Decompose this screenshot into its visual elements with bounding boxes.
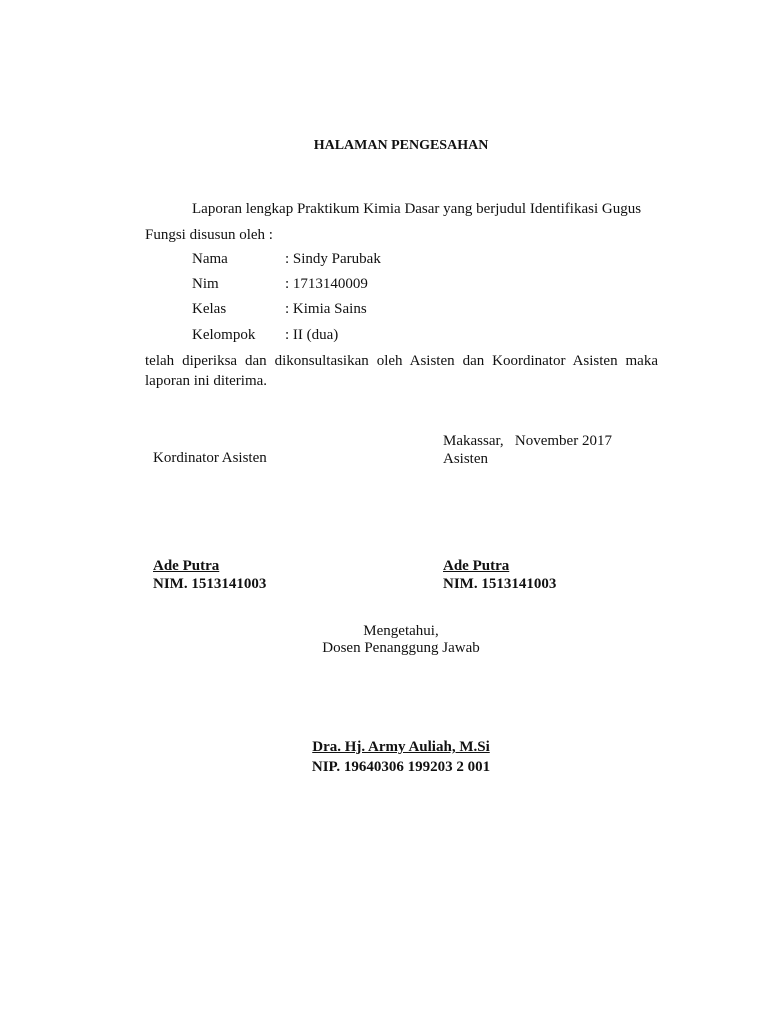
intro-line-2: Fungsi disusun oleh : xyxy=(145,227,273,243)
intro-line-1: Laporan lengkap Praktikum Kimia Dasar yang berjudul Identifikasi Gugus xyxy=(192,201,642,217)
left-signatory-name: Ade Putra xyxy=(153,558,220,574)
field-value-kelompok: : II (dua) xyxy=(285,327,339,343)
field-label-kelompok: Kelompok xyxy=(192,327,256,343)
field-value-nim: : 1713140009 xyxy=(285,276,368,292)
left-signatory-id: NIM. 1513141003 xyxy=(153,576,267,592)
right-signatory-name: Ade Putra xyxy=(443,558,510,574)
left-signatory-role: Kordinator Asisten xyxy=(153,450,267,466)
page-title: HALAMAN PENGESAHAN xyxy=(313,138,489,153)
right-signatory-id: NIM. 1513141003 xyxy=(443,576,557,592)
field-value-kelas: : Kimia Sains xyxy=(285,301,367,317)
place-date: Makassar, November 2017 xyxy=(443,433,612,449)
statement-paragraph: telah diperiksa dan dikonsultasikan oleh Asisten dan Koordinator Asisten maka laporan ini diterima. xyxy=(145,353,658,389)
field-label-nim: Nim xyxy=(192,276,219,292)
approver-name-wrap xyxy=(0,738,768,756)
approver-name: Dra. Hj. Army Auliah, M.Si xyxy=(312,739,490,755)
approval-line-2: Dosen Penanggung Jawab xyxy=(322,640,480,656)
approval-line-1: Mengetahui, xyxy=(363,623,439,639)
right-signatory-role: Asisten xyxy=(443,451,488,467)
field-label-nama: Nama xyxy=(192,251,228,267)
field-value-nama: : Sindy Parubak xyxy=(285,251,381,267)
approver-id: NIP. 19640306 199203 2 001 xyxy=(311,759,491,775)
field-label-kelas: Kelas xyxy=(192,301,227,317)
